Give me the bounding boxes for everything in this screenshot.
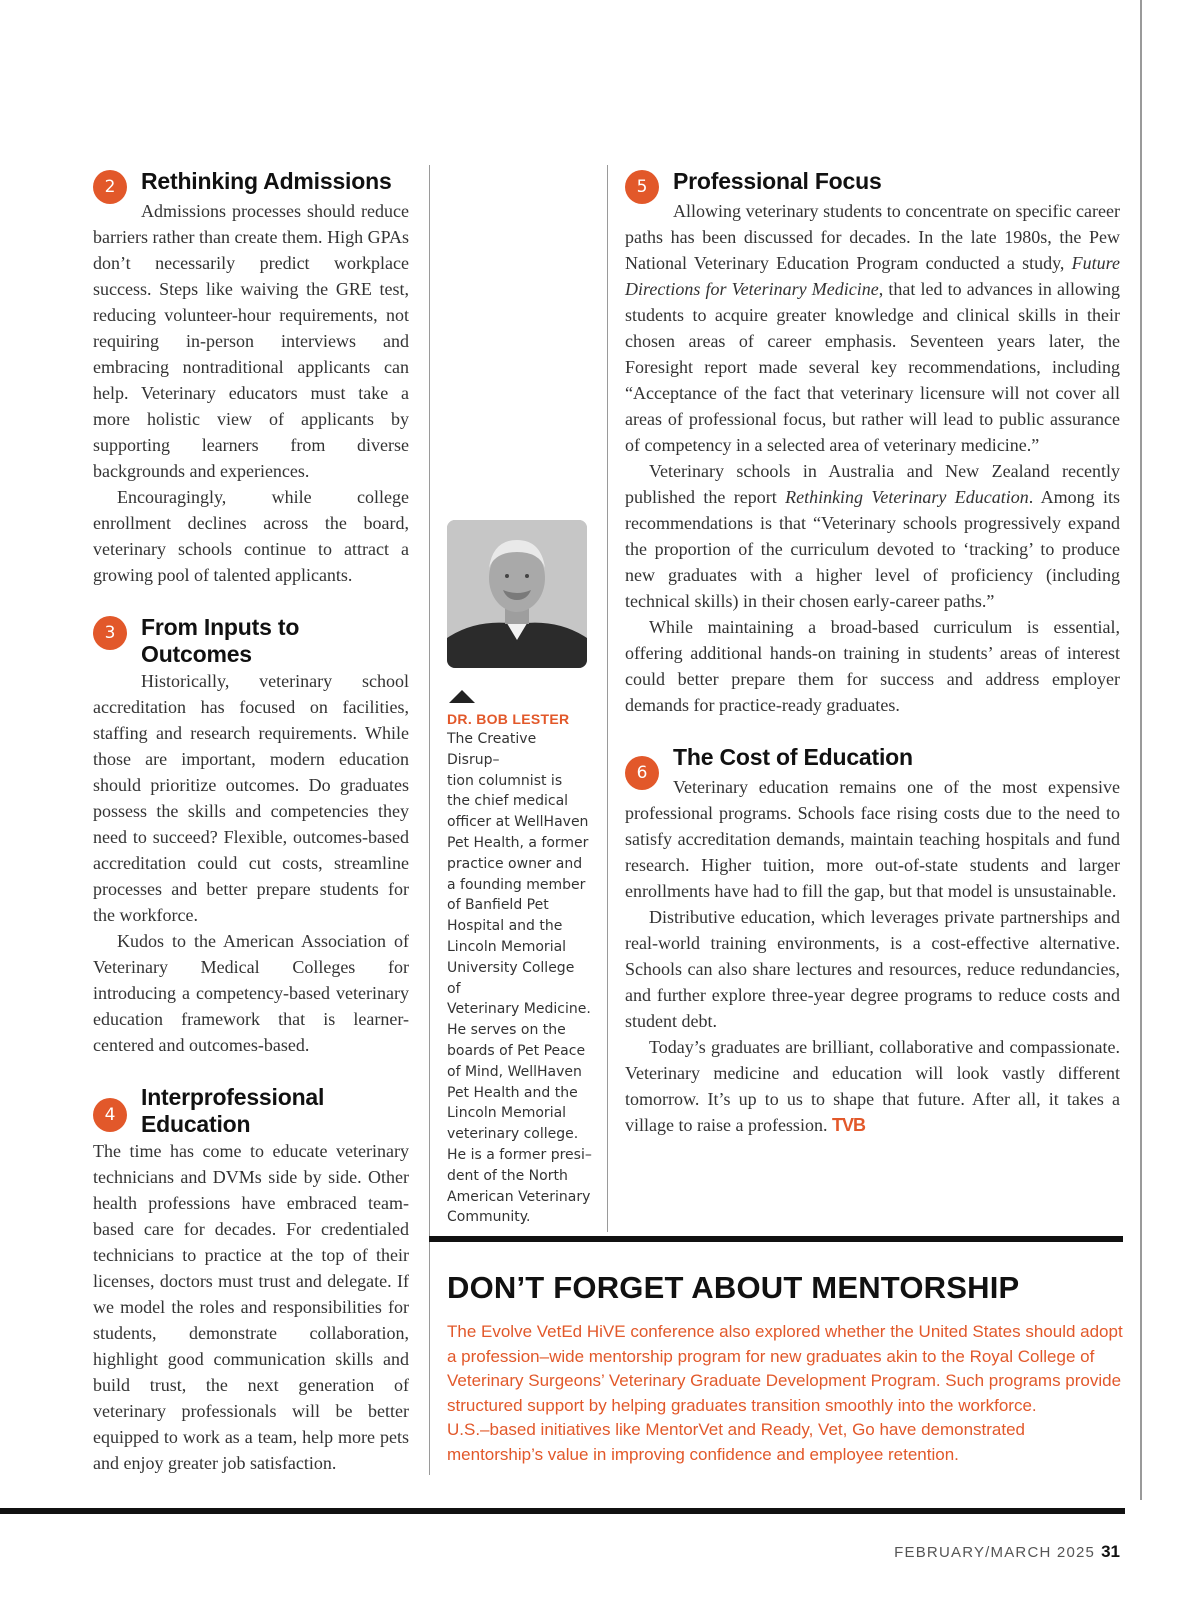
- author-photo: [447, 520, 587, 668]
- section-professional-focus: [625, 168, 1120, 718]
- publication-title: Rethinking Veterinary Education: [785, 487, 1029, 507]
- paragraph: Historically, veterinary school accreditation has focused on facilities, staffing and research requirements. While those are important, modern education should prioritize outcomes. Do graduates possess the skills and competencies they need to succeed? Flexible, outcomes-based accreditation could cut costs, streamline processes and better prepare students for the workforce.: [93, 671, 409, 925]
- right-column: [625, 168, 1120, 1164]
- left-column: [93, 168, 409, 1502]
- paragraph: While maintaining a broad-based curriculum is essential, offering additional hands-on training in students’ areas of interest could better prepare them for success and address employer demands for practice-ready graduates.: [625, 617, 1120, 715]
- page-folio: [894, 1542, 1120, 1562]
- callout-top-rule: [429, 1236, 1123, 1242]
- section-number-badge: 3: [93, 616, 127, 650]
- section-number-badge: 2: [93, 170, 127, 204]
- section-title: Professional Focus: [673, 168, 882, 194]
- paragraph: The time has come to educate veterinary technicians and DVMs side by side. Other health professions have embraced team-based care for decades. For credentialed technicians to practice at the top of their licenses, doctors must trust and delegate. If we model the roles and responsibilities for students, demonstrate collaboration, highlight good communication skills and build trust, the next generation of veterinary professionals will be better equipped to work as a team, help more pets and enjoy greater job satisfaction.: [93, 1141, 409, 1473]
- section-header: [625, 744, 1120, 783]
- section-number-badge: 4: [93, 1098, 127, 1132]
- author-bio: [447, 520, 592, 1228]
- caption-pointer-icon: [449, 690, 475, 703]
- section-cost-of-education: [625, 744, 1120, 1138]
- paragraph: Veterinary education remains one of the most expensive professional programs. Schools face rising costs due to the need to satisfy accreditation demands, maintain teaching hospitals and fund research. Higher tuition, more out-of-state students and larger enrollments have had to fill the gap, but that model is unsustainable.: [625, 777, 1120, 901]
- column-divider-left: [429, 165, 430, 1475]
- mentorship-callout: [447, 1270, 1127, 1468]
- publication-title: Future Directions for Veterinary Medicine: [625, 253, 1120, 299]
- footer-rule: [0, 1508, 1125, 1514]
- paragraph: Today’s graduates are brilliant, collaborative and compassionate. Veterinary medicine and education will look vastly different tomorrow. It’s up to us to shape that future. After all, it takes a village to raise a profession. TVB: [625, 1037, 1120, 1135]
- section-header: [93, 168, 409, 198]
- section-number-badge: 6: [625, 756, 659, 790]
- section-title: Rethinking Admissions: [141, 168, 392, 194]
- paragraph: Veterinary schools in Australia and New Zealand recently published the report Rethinking Veterinary Education. Among its recommendations is that “Veterinary schools progressively expand the proportion of the curriculum devoted to ‘tracking’ to produce new graduates with a higher level of proficiency (including technical skills) in their chosen early-career paths.”: [625, 461, 1121, 611]
- paragraph: Admissions processes should reduce barriers rather than create them. High GPAs don’t necessarily predict workplace success. Steps like waiving the GRE test, reducing volunteer-hour requirements, not requiring in-person interviews and embracing nontraditional applicants can help. Veterinary educators must take a more holistic view of applicants by supporting learners from diverse backgrounds and experiences.: [93, 201, 409, 481]
- section-header: [93, 1084, 409, 1138]
- section-title: The Cost of Education: [673, 744, 913, 770]
- section-header: [93, 614, 409, 668]
- section-number-badge: 5: [625, 170, 659, 204]
- section-rethinking-admissions: [93, 168, 409, 588]
- section-title-line-2: Education: [141, 1111, 251, 1137]
- section-inputs-to-outcomes: [93, 614, 409, 1058]
- section-interprofessional-education: [93, 1084, 409, 1476]
- callout-body: The Evolve VetEd HiVE conference also explored whether the United States should adopt a profession–wide mentorship program for new graduates akin to the Royal College of Veterinary Surgeons’ Veterinary Graduate Development Program. Such programs provide structured support by helping graduates transition smoothly into the workforce. U.S.–based initiatives like MentorVet and Ready, Vet, Go have demonstrated mentorship’s value in improving confidence and employee retention.: [447, 1322, 1123, 1464]
- end-mark-logo: TVB: [831, 1115, 865, 1135]
- section-header: [625, 168, 1120, 198]
- section-title-line-1: Interprofessional: [141, 1084, 325, 1110]
- page-number: 31: [1101, 1542, 1120, 1561]
- page-edge-rule: [1140, 0, 1142, 1500]
- paragraph: Distributive education, which leverages private partnerships and real-world training environments, is a cost-effective alternative. Schools can also share lectures and resources, reduce redundancies, and further explore three-year degree programs to reduce costs and student debt.: [625, 907, 1120, 1031]
- author-bio-text: The Creative Disrup– tion columnist is the chief medical officer at WellHaven Pet Health, a former practice owner and a founding member of Banfield Pet Hospital and the Lincoln Memorial University College of Veterinary Medicine. He serves on the boards of Pet Peace of Mind, WellHaven Pet Health and the Lincoln Memorial veterinary college. He is a former presi– dent of the North American Veterinary Community.: [447, 731, 592, 1226]
- section-title: From Inputs to Outcomes: [141, 614, 300, 667]
- issue-date: FEBRUARY/MARCH 2025: [894, 1544, 1096, 1561]
- column-divider-right: [607, 165, 608, 1232]
- callout-title: DON’T FORGET ABOUT MENTORSHIP: [447, 1270, 1020, 1305]
- paragraph: Kudos to the American Association of Veterinary Medical Colleges for introducing a competency-based veterinary education framework that is learner-centered and outcomes-based.: [93, 931, 409, 1055]
- paragraph: Allowing veterinary students to concentrate on specific career paths has been discussed for decades. In the late 1980s, the Pew National Veterinary Education Program conducted a study, Future Directions for Veterinary Medicine, that led to advances in allowing students to acquire greater knowledge and clinical skills in their chosen areas of career emphasis. Seventeen years later, the Foresight report made several key recommendations, including “Acceptance of the fact that veterinary licensure will not cover all areas of professional focus, but rather will lead to public assurance of competency in a selected area of veterinary medicine.”: [625, 201, 1120, 455]
- author-name: DR. BOB LESTER: [447, 711, 570, 727]
- paragraph: Encouragingly, while college enrollment declines across the board, veterinary schools continue to attract a growing pool of talented applicants.: [93, 487, 409, 585]
